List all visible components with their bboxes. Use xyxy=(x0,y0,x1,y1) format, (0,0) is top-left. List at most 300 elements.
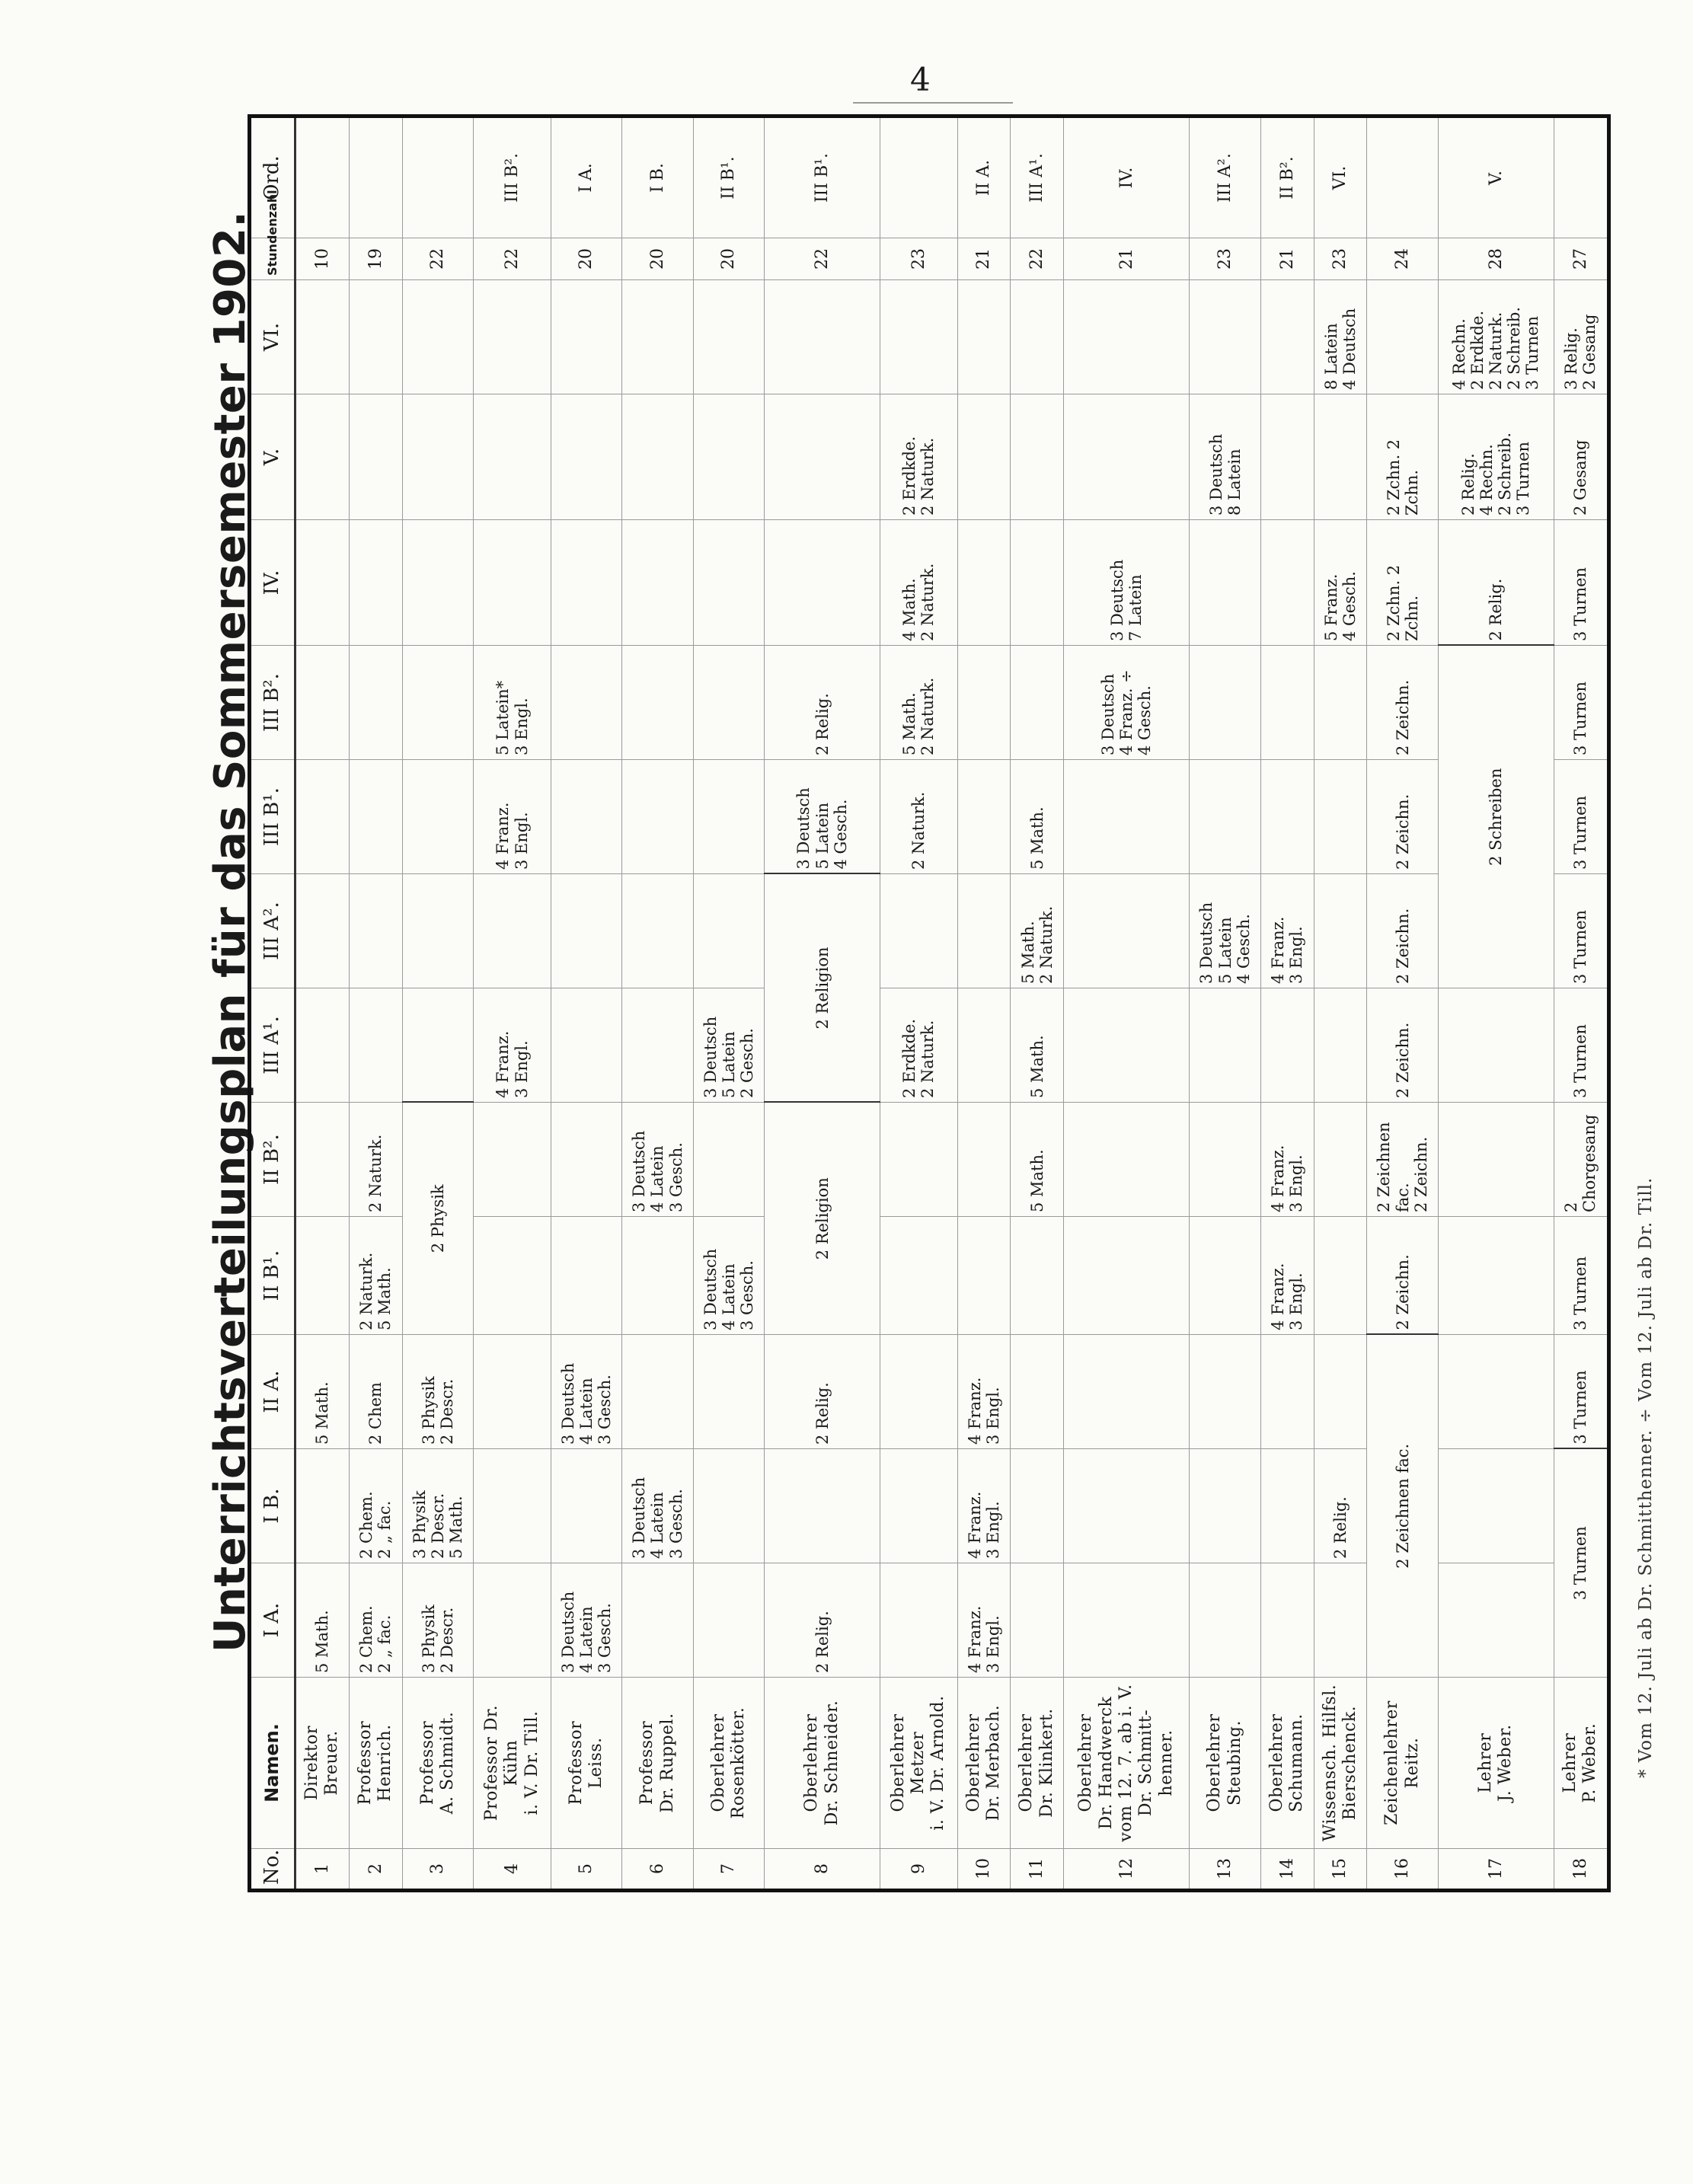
cell-stundenzahl: 20 xyxy=(693,238,764,280)
table-row xyxy=(402,117,473,1891)
header-name: Namen. xyxy=(250,1678,295,1849)
header-iiib2: III B². xyxy=(250,646,295,760)
cell-ia xyxy=(1064,1563,1190,1678)
cell-iia xyxy=(1260,1335,1314,1449)
table-row xyxy=(765,117,880,1891)
cell-iiia1 xyxy=(1438,988,1554,1103)
cell-v xyxy=(295,394,350,520)
cell-stundenzahl: 22 xyxy=(474,238,551,280)
cell-iib1 xyxy=(1011,1217,1064,1335)
cell-iiia2 xyxy=(1064,874,1190,988)
cell-ord xyxy=(295,117,350,238)
row-number: 8 xyxy=(765,1849,880,1891)
teacher-name: Wissensch. Hilfsl. Bierschenck. xyxy=(1314,1678,1367,1849)
cell-iib2 xyxy=(880,1103,957,1217)
cell-ib: 3 Physik 2 Descr. 5 Math. xyxy=(402,1449,473,1563)
cell-iiia1 xyxy=(1314,988,1367,1103)
cell-vi xyxy=(693,280,764,394)
table-row xyxy=(1064,117,1190,1891)
cell-iv xyxy=(1190,520,1260,646)
cell-vi xyxy=(622,280,693,394)
cell-v xyxy=(957,394,1011,520)
cell-stundenzahl: 21 xyxy=(957,238,1011,280)
cell-stundenzahl: 23 xyxy=(1190,238,1260,280)
cell-v: 2 Zchn. 2 Zchn. xyxy=(1367,394,1438,520)
cell-ib xyxy=(295,1449,350,1563)
teacher-name: Oberlehrer Steubing. xyxy=(1190,1678,1260,1849)
table-row xyxy=(622,117,693,1891)
table-row xyxy=(1554,117,1608,1891)
cell-iiib1 xyxy=(551,760,621,874)
cell-iiia2 xyxy=(402,874,473,988)
teacher-name: Professor Dr. Kühn i. V. Dr. Till. xyxy=(474,1678,551,1849)
teacher-name: Oberlehrer Dr. Handwerck vom 12. 7. ab i. V. Dr. Schmitt- henner. xyxy=(1064,1678,1190,1849)
cell-iiib2: 5 Latein* 3 Engl. xyxy=(474,646,551,760)
cell-iv xyxy=(957,520,1011,646)
schedule-table-wrapper xyxy=(248,133,1611,1892)
cell-iib1 xyxy=(1064,1217,1190,1335)
cell-stundenzahl: 24 xyxy=(1367,238,1438,280)
cell-ib xyxy=(1190,1449,1260,1563)
cell-ia: 2 Relig. xyxy=(765,1563,880,1678)
cell-iib2: 2 Zeichnen fac. 2 Zeichn. xyxy=(1367,1103,1438,1217)
cell-iiia1 xyxy=(402,988,473,1103)
cell-iiia1 xyxy=(349,988,402,1103)
cell-iia xyxy=(880,1335,957,1449)
cell-iv xyxy=(1260,520,1314,646)
cell-iiib2: 3 Deutsch 4 Franz. ÷ 4 Gesch. xyxy=(1064,646,1190,760)
cell-vi xyxy=(402,280,473,394)
page-number-rule xyxy=(853,102,1013,104)
cell-iiib2 xyxy=(765,646,880,760)
cell-ia-ib: 3 Turnen xyxy=(1554,1449,1608,1678)
cell-v xyxy=(1260,394,1314,520)
cell-iiib1 xyxy=(349,760,402,874)
document-title: Unterrichtsverteilungsplan für das Sommersemester 1902. xyxy=(206,210,255,1652)
cell-ord: II B². xyxy=(1260,117,1314,238)
cell-iiib1: 5 Math. xyxy=(1011,760,1064,874)
table-row xyxy=(693,117,764,1891)
table-row xyxy=(1438,117,1554,1891)
cell-v xyxy=(1064,394,1190,520)
cell-iib2 xyxy=(1064,1103,1190,1217)
cell-iib1-iib2: 2 Religion xyxy=(765,1103,880,1335)
cell-ia: 2 Chem. 2 „ fac. xyxy=(349,1563,402,1678)
cell-iiib1-upper: 3 Deutsch 5 Latein 4 Gesch. xyxy=(794,787,850,870)
cell-ia xyxy=(1190,1563,1260,1678)
cell-ib xyxy=(1011,1449,1064,1563)
cell-iv xyxy=(622,520,693,646)
cell-iib2: 2 Naturk. xyxy=(349,1103,402,1217)
cell-iiib2 xyxy=(1314,646,1367,760)
cell-vi xyxy=(1260,280,1314,394)
cell-iib1 xyxy=(295,1217,350,1335)
row-number: 18 xyxy=(1554,1849,1608,1891)
cell-ord: II B¹. xyxy=(693,117,764,238)
cell-iiia2 xyxy=(349,874,402,988)
page-number: 4 xyxy=(910,61,931,98)
cell-stundenzahl: 21 xyxy=(1064,238,1190,280)
cell-v xyxy=(693,394,764,520)
cell-vi: 8 Latein 4 Deutsch xyxy=(1314,280,1367,394)
row-number: 4 xyxy=(474,1849,551,1891)
teacher-name: Oberlehrer Rosenkötter. xyxy=(693,1678,764,1849)
header-ib: I B. xyxy=(250,1449,295,1563)
cell-iia: 5 Math. xyxy=(295,1335,350,1449)
cell-iib1 xyxy=(880,1217,957,1335)
cell-iv: 5 Franz. 4 Gesch. xyxy=(1314,520,1367,646)
header-ord: Ord. xyxy=(250,117,295,238)
cell-vi xyxy=(957,280,1011,394)
cell-iiib1 xyxy=(622,760,693,874)
cell-ia xyxy=(693,1563,764,1678)
cell-iiia1: 4 Franz. 3 Engl. xyxy=(474,988,551,1103)
cell-ib xyxy=(693,1449,764,1563)
cell-iiib1 xyxy=(1190,760,1260,874)
cell-iiia2 xyxy=(551,874,621,988)
row-number: 1 xyxy=(295,1849,350,1891)
cell-iib1 xyxy=(1314,1217,1367,1335)
cell-stundenzahl: 20 xyxy=(551,238,621,280)
cell-iib1: 3 Turnen xyxy=(1554,1217,1608,1335)
cell-iiia2: 4 Franz. 3 Engl. xyxy=(1260,874,1314,988)
cell-iiib2 xyxy=(957,646,1011,760)
teacher-name: Direktor Breuer. xyxy=(295,1678,350,1849)
cell-stundenzahl: 28 xyxy=(1438,238,1554,280)
cell-ia: 5 Math. xyxy=(295,1563,350,1678)
cell-v xyxy=(622,394,693,520)
cell-iib2 xyxy=(1314,1103,1367,1217)
cell-v xyxy=(1011,394,1064,520)
cell-iv: 2 Relig. xyxy=(1438,520,1554,646)
teacher-name: Professor Dr. Ruppel. xyxy=(622,1678,693,1849)
teacher-name: Oberlehrer Dr. Klinkert. xyxy=(1011,1678,1064,1849)
row-number: 10 xyxy=(957,1849,1011,1891)
cell-ib xyxy=(474,1449,551,1563)
cell-iiia2 xyxy=(474,874,551,988)
teacher-name: Lehrer J. Weber. xyxy=(1438,1678,1554,1849)
cell-iiia2: 3 Turnen xyxy=(1554,874,1608,988)
header-iiib1: III B¹. xyxy=(250,760,295,874)
cell-ib xyxy=(1064,1449,1190,1563)
cell-v xyxy=(474,394,551,520)
cell-iiia1 xyxy=(551,988,621,1103)
cell-iv: 3 Turnen xyxy=(1554,520,1608,646)
cell-stundenzahl: 27 xyxy=(1554,238,1608,280)
cell-v xyxy=(551,394,621,520)
cell-iib2 xyxy=(1438,1103,1554,1217)
cell-iia xyxy=(1438,1335,1554,1449)
teacher-name: Lehrer P. Weber. xyxy=(1554,1678,1608,1849)
cell-v xyxy=(402,394,473,520)
cell-iiia2 xyxy=(295,874,350,988)
cell-ord xyxy=(880,117,957,238)
table-row xyxy=(551,117,621,1891)
cell-iv xyxy=(295,520,350,646)
cell-ord: IV. xyxy=(1064,117,1190,238)
cell-iiia2: 2 Zeichn. xyxy=(1367,874,1438,988)
cell-v: 2 Erdkde. 2 Naturk. xyxy=(880,394,957,520)
cell-ord xyxy=(1367,117,1438,238)
cell-ib xyxy=(1438,1449,1554,1563)
cell-iiib1: 2 Naturk. xyxy=(880,760,957,874)
cell-ib xyxy=(1260,1449,1314,1563)
teacher-name: Professor A. Schmidt. xyxy=(402,1678,473,1849)
row-number: 2 xyxy=(349,1849,402,1891)
cell-iiia1: 3 Turnen xyxy=(1554,988,1608,1103)
table-row xyxy=(474,117,551,1891)
cell-ord: I B. xyxy=(622,117,693,238)
cell-iib2 xyxy=(957,1103,1011,1217)
row-number: 14 xyxy=(1260,1849,1314,1891)
cell-ib: 3 Deutsch 4 Latein 3 Gesch. xyxy=(622,1449,693,1563)
cell-iiib1 xyxy=(1064,760,1190,874)
cell-iib1 xyxy=(622,1217,693,1335)
cell-ord: VI. xyxy=(1314,117,1367,238)
row-number: 3 xyxy=(402,1849,473,1891)
cell-ia xyxy=(622,1563,693,1678)
table-row xyxy=(1367,117,1438,1891)
cell-iv xyxy=(402,520,473,646)
header-v: V. xyxy=(250,394,295,520)
cell-stundenzahl: 22 xyxy=(1011,238,1064,280)
cell-iiia2 xyxy=(880,874,957,988)
cell-iiia2 xyxy=(622,874,693,988)
cell-ib xyxy=(551,1449,621,1563)
cell-ord: III A². xyxy=(1190,117,1260,238)
table-row xyxy=(1314,117,1367,1891)
header-iib1: II B¹. xyxy=(250,1217,295,1335)
cell-iv: 2 Zchn. 2 Zchn. xyxy=(1367,520,1438,646)
row-number: 17 xyxy=(1438,1849,1554,1891)
teacher-name: Professor Leiss. xyxy=(551,1678,621,1849)
cell-ord: III A¹. xyxy=(1011,117,1064,238)
cell-v: 2 Gesang xyxy=(1554,394,1608,520)
cell-ib xyxy=(765,1449,880,1563)
header-row xyxy=(250,117,295,1891)
cell-v: 2 Relig. 4 Rechn. 2 Schreib. 3 Turnen xyxy=(1438,394,1554,520)
row-number: 16 xyxy=(1367,1849,1438,1891)
cell-iiia1 xyxy=(295,988,350,1103)
cell-iiib1 xyxy=(402,760,473,874)
cell-iiib2: 2 Zeichn. xyxy=(1367,646,1438,760)
cell-ib xyxy=(880,1449,957,1563)
cell-iia xyxy=(1190,1335,1260,1449)
cell-ia: 3 Deutsch 4 Latein 3 Gesch. xyxy=(551,1563,621,1678)
cell-vi xyxy=(765,280,880,394)
cell-iib1: 2 Naturk. 5 Math. xyxy=(349,1217,402,1335)
cell-v xyxy=(349,394,402,520)
cell-ord: III B¹. xyxy=(765,117,880,238)
schedule-table xyxy=(248,114,1611,1892)
cell-iv xyxy=(1011,520,1064,646)
cell-ib: 4 Franz. 3 Engl. xyxy=(957,1449,1011,1563)
cell-iiia2 xyxy=(693,874,764,988)
cell-iiib2 xyxy=(551,646,621,760)
cell-iiib1: 2 Zeichn. xyxy=(1367,760,1438,874)
cell-iia: 4 Franz. 3 Engl. xyxy=(957,1335,1011,1449)
row-number: 11 xyxy=(1011,1849,1064,1891)
cell-ib: 2 Relig. xyxy=(1314,1449,1367,1563)
cell-iib1: 2 Zeichn. xyxy=(1367,1217,1438,1335)
cell-ia-iia: 2 Zeichnen fac. xyxy=(1367,1335,1438,1678)
cell-iia: 2 Chem xyxy=(349,1335,402,1449)
cell-ord: II A. xyxy=(957,117,1011,238)
cell-iiib1: 4 Franz. 3 Engl. xyxy=(474,760,551,874)
cell-iiia1: 2 Erdkde. 2 Naturk. xyxy=(880,988,957,1103)
cell-ib: 2 Chem. 2 „ fac. xyxy=(349,1449,402,1563)
cell-iiib1 xyxy=(1260,760,1314,874)
footnote: * Vom 12. Juli ab Dr. Schmitthenner. ÷ Vom 12. Juli ab Dr. Till. xyxy=(1636,1177,1656,1778)
cell-iib1: 3 Deutsch 4 Latein 3 Gesch. xyxy=(693,1217,764,1335)
header-vi: VI. xyxy=(250,280,295,394)
cell-vi xyxy=(295,280,350,394)
cell-stundenzahl: 23 xyxy=(880,238,957,280)
cell-iia: 3 Deutsch 4 Latein 3 Gesch. xyxy=(551,1335,621,1449)
cell-iiib1: 3 Turnen xyxy=(1554,760,1608,874)
header-iia: II A. xyxy=(250,1335,295,1449)
cell-iiia2 xyxy=(1314,874,1367,988)
cell-ia xyxy=(1011,1563,1064,1678)
header-iiia1: III A¹. xyxy=(250,988,295,1103)
cell-stundenzahl: 10 xyxy=(295,238,350,280)
cell-vi xyxy=(1011,280,1064,394)
cell-iiib2: 5 Math. 2 Naturk. xyxy=(880,646,957,760)
cell-iib1 xyxy=(1190,1217,1260,1335)
cell-iia xyxy=(474,1335,551,1449)
cell-iiia1-iiia2: 2 Religion xyxy=(765,874,880,1103)
cell-stundenzahl: 23 xyxy=(1314,238,1367,280)
cell-iib2 xyxy=(295,1103,350,1217)
cell-ord xyxy=(349,117,402,238)
cell-iiia1 xyxy=(622,988,693,1103)
cell-ia: 3 Physik 2 Descr. xyxy=(402,1563,473,1678)
row-number: 7 xyxy=(693,1849,764,1891)
cell-iv: 4 Math. 2 Naturk. xyxy=(880,520,957,646)
cell-iiib2 xyxy=(693,646,764,760)
header-stundenzahl: Stundenzahl xyxy=(250,238,295,280)
cell-ia xyxy=(880,1563,957,1678)
cell-iib2: 3 Deutsch 4 Latein 3 Gesch. xyxy=(622,1103,693,1217)
teacher-name: Oberlehrer Dr. Schneider. xyxy=(765,1678,880,1849)
cell-iib2: 5 Math. xyxy=(1011,1103,1064,1217)
row-number: 13 xyxy=(1190,1849,1260,1891)
cell-iv xyxy=(551,520,621,646)
cell-ord xyxy=(1554,117,1608,238)
cell-iiia1 xyxy=(1190,988,1260,1103)
row-number: 15 xyxy=(1314,1849,1367,1891)
cell-vi xyxy=(474,280,551,394)
teacher-name: Oberlehrer Schumann. xyxy=(1260,1678,1314,1849)
cell-ord: I A. xyxy=(551,117,621,238)
cell-iiia1 xyxy=(957,988,1011,1103)
cell-ord: V. xyxy=(1438,117,1554,238)
cell-iiib1 xyxy=(765,760,880,874)
cell-iia xyxy=(622,1335,693,1449)
cell-iv xyxy=(349,520,402,646)
cell-iiia2-iiib2: 2 Schreiben xyxy=(1438,646,1554,988)
header-iib2: II B². xyxy=(250,1103,295,1217)
cell-vi: 3 Relig. 2 Gesang xyxy=(1554,280,1608,394)
cell-iiib2 xyxy=(1190,646,1260,760)
cell-iib1 xyxy=(551,1217,621,1335)
cell-iib2: 4 Franz. 3 Engl. xyxy=(1260,1103,1314,1217)
cell-iia: 3 Physik 2 Descr. xyxy=(402,1335,473,1449)
cell-vi xyxy=(349,280,402,394)
teacher-name: Oberlehrer Dr. Merbach. xyxy=(957,1678,1011,1849)
cell-iiib2 xyxy=(349,646,402,760)
cell-ia xyxy=(474,1563,551,1678)
cell-v: 3 Deutsch 8 Latein xyxy=(1190,394,1260,520)
cell-stundenzahl: 22 xyxy=(402,238,473,280)
cell-iia xyxy=(1064,1335,1190,1449)
cell-ia: 4 Franz. 3 Engl. xyxy=(957,1563,1011,1678)
cell-iia: 3 Turnen xyxy=(1554,1335,1608,1449)
cell-iiib2 xyxy=(1260,646,1314,760)
teacher-name: Professor Henrich. xyxy=(349,1678,402,1849)
table-row xyxy=(1011,117,1064,1891)
cell-iib2 xyxy=(551,1103,621,1217)
cell-stundenzahl: 20 xyxy=(622,238,693,280)
cell-iiib1 xyxy=(295,760,350,874)
cell-iv: 3 Deutsch 7 Latein xyxy=(1064,520,1190,646)
cell-vi xyxy=(1190,280,1260,394)
cell-iiia1: 2 Zeichn. xyxy=(1367,988,1438,1103)
cell-iiib1 xyxy=(1314,760,1367,874)
cell-iiia2: 5 Math. 2 Naturk. xyxy=(1011,874,1064,988)
cell-iiia1: 5 Math. xyxy=(1011,988,1064,1103)
table-row xyxy=(295,117,350,1891)
cell-iib1 xyxy=(1438,1217,1554,1335)
header-iiia2: III A². xyxy=(250,874,295,988)
cell-iib2-iiia1-chorgesang: 2 Chorgesang xyxy=(1554,1103,1608,1217)
cell-v xyxy=(1314,394,1367,520)
cell-ord: III B². xyxy=(474,117,551,238)
cell-iib1: 4 Franz. 3 Engl. xyxy=(1260,1217,1314,1335)
cell-iib2 xyxy=(1190,1103,1260,1217)
cell-iiib1 xyxy=(693,760,764,874)
cell-vi xyxy=(1367,280,1438,394)
row-number: 12 xyxy=(1064,1849,1190,1891)
cell-ia xyxy=(1438,1563,1554,1678)
cell-iiib2: 3 Turnen xyxy=(1554,646,1608,760)
row-number: 6 xyxy=(622,1849,693,1891)
cell-iv xyxy=(765,520,880,646)
header-nr: No. xyxy=(250,1849,295,1891)
cell-iiia2: 3 Deutsch 5 Latein 4 Gesch. xyxy=(1190,874,1260,988)
cell-iiib1 xyxy=(957,760,1011,874)
table-row xyxy=(1260,117,1314,1891)
table-row xyxy=(1190,117,1260,1891)
cell-iiib2 xyxy=(295,646,350,760)
cell-vi: 4 Rechn. 2 Erdkde. 2 Naturk. 2 Schreib. 3 Turnen xyxy=(1438,280,1554,394)
table-row xyxy=(349,117,402,1891)
table-row xyxy=(957,117,1011,1891)
table-row xyxy=(880,117,957,1891)
cell-iib1 xyxy=(957,1217,1011,1335)
cell-iiia1 xyxy=(1064,988,1190,1103)
cell-iiib2 xyxy=(1011,646,1064,760)
cell-stundenzahl: 22 xyxy=(765,238,880,280)
cell-iv xyxy=(693,520,764,646)
cell-iia xyxy=(1011,1335,1064,1449)
teacher-name: Oberlehrer Metzer i. V. Dr. Arnold. xyxy=(880,1678,957,1849)
cell-ia xyxy=(1314,1563,1367,1678)
cell-iv xyxy=(474,520,551,646)
cell-stundenzahl: 19 xyxy=(349,238,402,280)
cell-iib1 xyxy=(474,1217,551,1335)
cell-iia xyxy=(1314,1335,1367,1449)
